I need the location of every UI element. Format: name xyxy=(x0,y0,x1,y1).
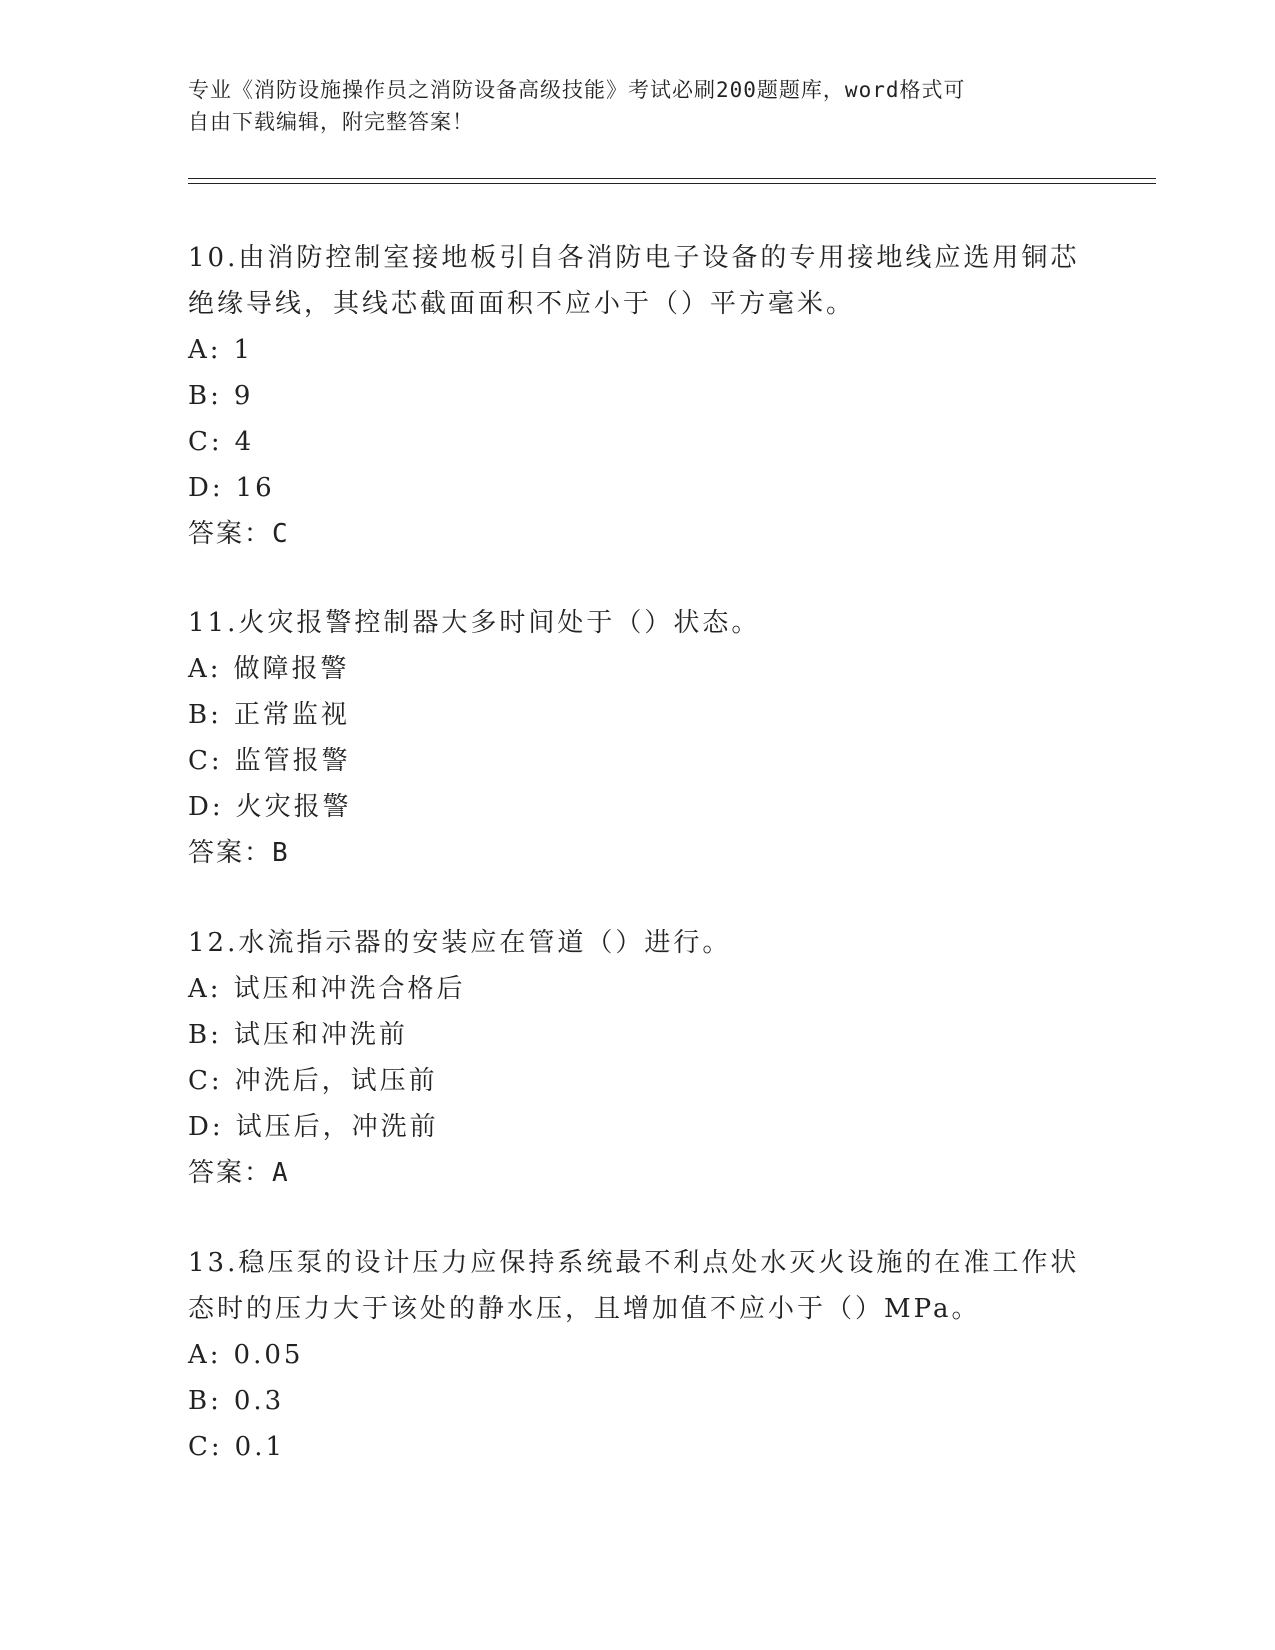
option-c xyxy=(188,1424,1088,1470)
option-b xyxy=(188,1012,1088,1058)
question-stem-line: 态时的压力大于该处的静水压，且增加值不应小于（）MPa。 xyxy=(188,1294,981,1324)
option-a xyxy=(188,966,1088,1012)
question-stem-line: 12.水流指示器的安装应在管道（）进行。 xyxy=(188,928,732,958)
option-key: C: xyxy=(188,1066,223,1096)
option-key: A: xyxy=(188,974,222,1004)
option-text: 火灾报警 xyxy=(235,792,352,822)
option-d xyxy=(188,1104,1088,1150)
option-key: D: xyxy=(188,1112,224,1142)
option-key: A: xyxy=(188,335,222,365)
option-key: C: xyxy=(188,746,223,776)
header-line-2: 自由下载编辑，附完整答案！ xyxy=(188,110,474,134)
option-b xyxy=(188,692,1088,738)
header-divider-bottom xyxy=(188,183,1156,184)
answer-line: 答案：C xyxy=(188,519,290,549)
option-text: 冲洗后，试压前 xyxy=(234,1066,438,1096)
option-text: 4 xyxy=(234,427,255,457)
option-text: 做障报警 xyxy=(233,654,350,684)
document-header xyxy=(188,74,1068,138)
option-key: B: xyxy=(188,700,222,730)
option-d xyxy=(188,784,1088,830)
option-key: D: xyxy=(188,792,224,822)
option-key: A: xyxy=(188,1340,222,1370)
option-text: 监管报警 xyxy=(234,746,351,776)
option-key: D: xyxy=(188,473,224,503)
option-a xyxy=(188,646,1088,692)
question-stem-line: 11.火灾报警控制器大多时间处于（）状态。 xyxy=(188,608,761,638)
question-stem-line: 13.稳压泵的设计压力应保持系统最不利点处水灭火设施的在准工作状 xyxy=(188,1248,1080,1278)
option-c xyxy=(188,738,1088,784)
option-text: 9 xyxy=(233,381,254,411)
question-11 xyxy=(188,600,1088,876)
option-text: 16 xyxy=(235,473,275,503)
option-text: 1 xyxy=(233,335,254,365)
option-b xyxy=(188,1378,1088,1424)
option-a xyxy=(188,1332,1088,1378)
option-text: 试压和冲洗合格后 xyxy=(233,974,466,1004)
question-12 xyxy=(188,920,1088,1196)
option-a xyxy=(188,327,1088,373)
header-line-1: 专业《消防设施操作员之消防设备高级技能》考试必刷200题题库，word格式可 xyxy=(188,78,966,102)
option-text: 试压后，冲洗前 xyxy=(235,1112,439,1142)
question-stem-line: 绝缘导线，其线芯截面面积不应小于（）平方毫米。 xyxy=(188,289,856,319)
option-c xyxy=(188,419,1088,465)
option-key: B: xyxy=(188,1020,222,1050)
option-b xyxy=(188,373,1088,419)
option-text: 0.3 xyxy=(233,1386,285,1416)
option-d xyxy=(188,465,1088,511)
option-text: 试压和冲洗前 xyxy=(233,1020,408,1050)
option-text: 0.05 xyxy=(233,1340,304,1370)
question-13 xyxy=(188,1240,1088,1470)
option-text: 0.1 xyxy=(234,1432,286,1462)
option-c xyxy=(188,1058,1088,1104)
header-divider-top xyxy=(188,178,1156,179)
option-key: B: xyxy=(188,381,222,411)
question-10 xyxy=(188,235,1088,557)
answer-line: 答案：A xyxy=(188,1158,290,1188)
option-text: 正常监视 xyxy=(233,700,350,730)
question-stem-line: 10.由消防控制室接地板引自各消防电子设备的专用接地线应选用铜芯 xyxy=(188,243,1080,273)
answer-line: 答案：B xyxy=(188,838,290,868)
option-key: A: xyxy=(188,654,222,684)
option-key: B: xyxy=(188,1386,222,1416)
option-key: C: xyxy=(188,1432,223,1462)
option-key: C: xyxy=(188,427,223,457)
